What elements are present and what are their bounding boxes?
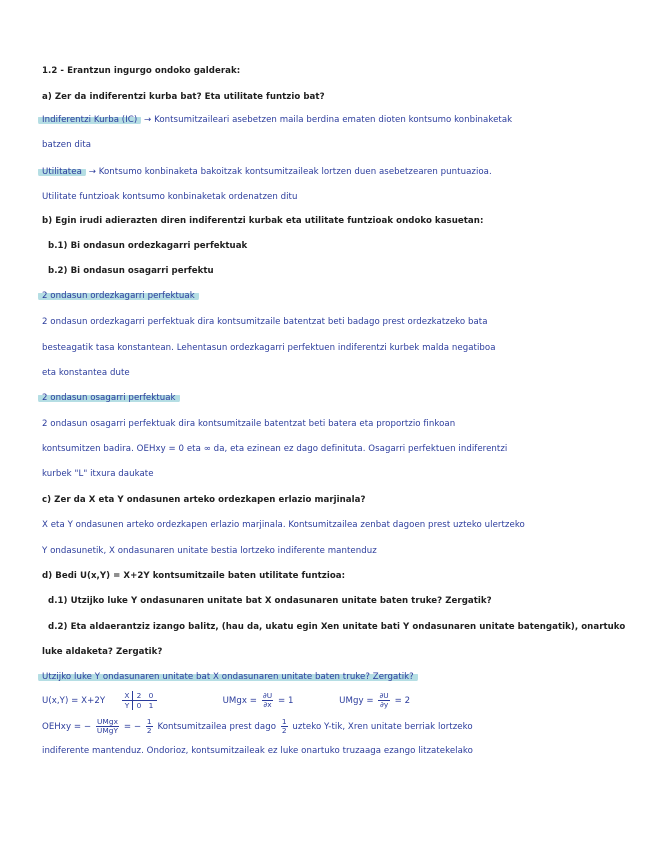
question-a: a) Zer da indiferentzi kurba bat? Eta utilitate funtzio bat? (42, 92, 325, 102)
bundle-table (122, 691, 157, 710)
umgx-label: UMgx = (222, 696, 258, 706)
umgx-value: = 1 (278, 696, 294, 706)
answer-a1-text: → Kontsumitzaileari asebetzen maila berdina ematen dioten kontsumo konbinaketak (144, 115, 513, 125)
oeh-fraction-value: $\frac{1}{2}$ (146, 717, 152, 735)
question-b1: b.1) Bi ondasun ordezkagarri perfektuak (48, 241, 248, 251)
answer-a1 (38, 115, 512, 125)
sub2-line-2: kontsumitzen badira. OEHxy = 0 eta ∞ da, eta ezinean ez dago definituta. Osagarri perfektuen indiferentzi (42, 444, 508, 454)
sub2-line-3: kurbek "L" itxura daukate (42, 469, 154, 479)
sub2-line-1: 2 ondasun osagarri perfektuak dira kontsumitzaile batentzat beti batera eta proportzio finkoan (42, 419, 456, 429)
equation-row-1 (42, 691, 410, 710)
answer-a2-text: → Kontsumo konbinaketa bakoitzak kontsumitzaileak lortzen duen asebetzearen puntuazioa. (88, 167, 492, 177)
bundle-table-row-y: Y 0 1 (122, 701, 157, 710)
question-c: c) Zer da X eta Y ondasunen arteko ordezkapen erlazio marjinala? (42, 495, 366, 505)
sub1-line-2: besteagatik tasa konstantean. Lehentasun ordezkagarri perfektuen indiferentzi kurbek malda negatiboa (42, 343, 496, 353)
subheading-2 (38, 393, 180, 403)
subheading-2-text: 2 ondasun osagarri perfektuak (38, 393, 180, 403)
umgy-value: = 2 (394, 696, 411, 706)
umgy-label: UMgy = (339, 696, 374, 706)
c-line-1: X eta Y ondasunen arteko ordezkapen erlazio marjinala. Kontsumitzailea zenbat dagoen prest uzteko ulertzeko (42, 520, 525, 530)
equation-row-2 (42, 718, 473, 735)
d-highlight-text: Utzijko luke Y ondasunaren unitate bat X ondasunaren unitate baten truke? Zergatik? (38, 672, 418, 682)
answer-a2-label: Utilitatea (38, 167, 86, 177)
sub1-line-1: 2 ondasun ordezkagarri perfektuak dira kontsumitzaile batentzat beti badago prest ordezkatzeko bata (42, 317, 488, 327)
question-d2-cont: luke aldaketa? Zergatik? (42, 647, 163, 657)
bundle-table-row-x: X 2 0 (122, 691, 157, 701)
question-d1: d.1) Utzijko luke Y ondasunaren unitate bat X ondasunaren unitate baten truke? Zergatik? (48, 596, 492, 606)
question-b2: b.2) Bi ondasun osagarri perfektu (48, 266, 214, 276)
oeh-text-1: Kontsumitzailea prest dago (157, 722, 277, 732)
question-d2: d.2) Eta aldaerantziz izango balitz, (hau da, ukatu egin Xen unitate bati Y ondasunaren unitate batengatik), onartuko (48, 622, 626, 632)
utility-equation: U(x,Y) = X+2Y (42, 696, 106, 706)
umgx-fraction: $\frac{\partial U}{\partial x}$ (262, 691, 273, 709)
answer-a1-cont: batzen dita (42, 140, 92, 150)
heading: 1.2 - Erantzun ingurgo ondoko galderak: (42, 66, 241, 76)
subheading-1-text: 2 ondasun ordezkagarri perfektuak (38, 291, 199, 301)
subheading-1 (38, 291, 199, 301)
oeh-fraction: $\frac{\text{UMgx}}{\text{UMgY}}$ (96, 717, 119, 735)
oeh-cont: indiferente mantenduz. Ondorioz, kontsumitzaileak ez luke onartuko truzaaga ezango litzatekelako (42, 746, 473, 756)
oeh-fraction-half: $\frac{1}{2}$ (281, 717, 287, 735)
answer-a2 (38, 167, 492, 177)
question-d: d) Bedi U(x,Y) = X+2Y kontsumitzaile baten utilitate funtzioa: (42, 571, 346, 581)
umgy-fraction: $\frac{\partial U}{\partial y}$ (379, 691, 389, 709)
c-line-2: Y ondasunetik, X ondasunaren unitate bestia lortzeko indiferente mantenduz (42, 546, 377, 556)
oeh-equals: = − (123, 722, 142, 732)
answer-a2-cont: Utilitate funtzioak kontsumo konbinaketak ordenatzen ditu (42, 192, 298, 202)
d-highlight (38, 672, 418, 682)
sub1-line-3: eta konstantea dute (42, 368, 130, 378)
oeh-text-2: uzteko Y-tik, Xren unitate berriak lortzeko (292, 722, 473, 732)
oeh-label: OEHxy = − (42, 722, 92, 732)
question-b: b) Egin irudi adierazten diren indiferentzi kurbak eta utilitate funtzioak ondoko kasuetan: (42, 216, 484, 226)
answer-a1-label: Indiferentzi Kurba (IC) (38, 115, 141, 125)
